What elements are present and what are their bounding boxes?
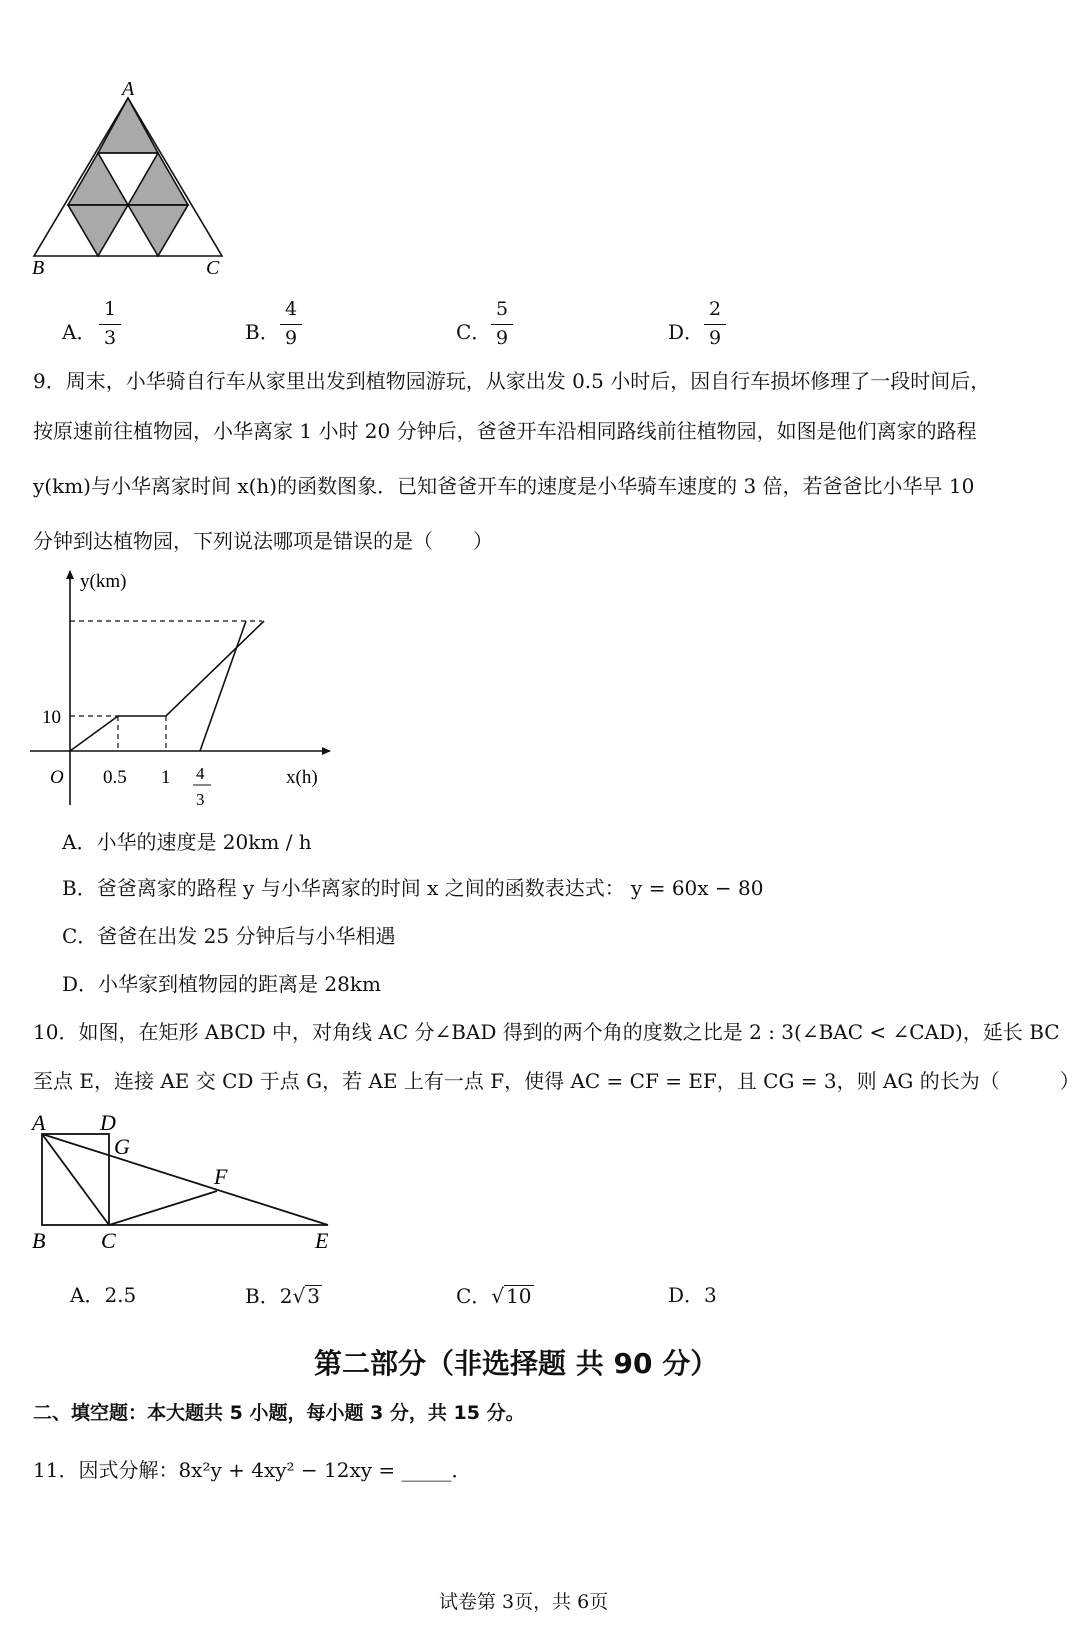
q10-option-c-letter: C．	[456, 1284, 492, 1308]
label-C: C	[206, 257, 220, 279]
x-tick-4-3-num: 4	[196, 764, 205, 783]
shaded-triangle-bottom-b	[128, 205, 188, 256]
diag-AC	[42, 1134, 109, 1225]
shaded-triangle-mid-right	[128, 153, 188, 205]
label-G: G	[114, 1134, 130, 1159]
q10-option-b-coef: 2	[279, 1284, 293, 1308]
q10-text-line-2: 至点 E，连接 AE 交 CD 于点 G，若 AE 上有一点 F，使得 AC = CF = EF，且 CG = 3，则 AG 的长为（ ）	[33, 1069, 1080, 1093]
q8-triangle-figure	[28, 78, 228, 283]
q8-option-b-fraction	[276, 300, 306, 348]
q9-option-c[interactable]: C．爸爸在出发 25 分钟后与小华相遇	[62, 924, 396, 948]
label-B: B	[32, 257, 45, 279]
shaded-triangle-bottom-a	[68, 205, 128, 256]
num: 4	[284, 298, 298, 320]
num: 1	[103, 298, 117, 320]
q8-option-a-fraction	[95, 300, 125, 348]
q8-option-d-letter: D．	[668, 320, 705, 344]
q10-option-a[interactable]: A．2.5	[70, 1283, 137, 1307]
q9-text-line-1: 9．周末，小华骑自行车从家里出发到植物园游玩，从家出发 0.5 小时后，因自行车损坏修理了一段时间后，	[33, 369, 991, 393]
q9-text-line-3: y(km)与小华离家时间 x(h)的函数图象．已知爸爸开车的速度是小华骑车速度的 3 倍，若爸爸比小华早 10	[33, 474, 975, 498]
den: 9	[284, 327, 298, 349]
q10-option-d[interactable]: D．3	[668, 1283, 717, 1307]
q10-option-c-radicand: 10	[506, 1284, 532, 1308]
q11-text: 11．因式分解：8x²y + 4xy² − 12xy = _____．	[33, 1458, 472, 1482]
q8-option-a-letter: A．	[62, 320, 97, 344]
label-D: D	[100, 1110, 116, 1135]
label-C: C	[101, 1228, 116, 1253]
label-B: B	[32, 1228, 46, 1253]
q9-option-b[interactable]: B．爸爸离家的路程 y 与小华离家的时间 x 之间的函数表达式： y = 60x − 80	[62, 876, 764, 900]
q10-rectangle-figure	[28, 1108, 348, 1258]
line-CF	[109, 1191, 217, 1225]
xiaohua-line	[70, 621, 264, 751]
q9-graph	[30, 565, 350, 815]
y-tick-10: 10	[42, 707, 61, 728]
num: 2	[708, 298, 722, 320]
shaded-triangle-mid-left	[68, 153, 128, 205]
sqrt-icon: √	[292, 1284, 306, 1308]
q9-option-a[interactable]: A．小华的速度是 20km / h	[62, 830, 312, 854]
den: 9	[495, 327, 509, 349]
y-axis-label: y(km)	[80, 571, 127, 592]
q8-option-c-letter: C．	[456, 320, 492, 344]
den: 3	[103, 327, 117, 349]
section-fill-in-blank: 二、填空题：本大题共 5 小题，每小题 3 分，共 15 分。	[33, 1402, 525, 1424]
sqrt-icon: √	[491, 1284, 505, 1308]
q10-option-b[interactable]	[245, 1285, 322, 1307]
dad-line	[200, 621, 246, 751]
q10-text-line-1: 10．如图，在矩形 ABCD 中，对角线 AC 分∠BAD 得到的两个角的度数之比是 2 : 3(∠BAC < ∠CAD)，延长 BC	[33, 1020, 1060, 1044]
q8-option-d-fraction	[700, 300, 730, 348]
q8-option-c-fraction	[487, 300, 517, 348]
part-two-heading: 第二部分（非选择题 共 90 分）	[314, 1347, 719, 1380]
page-footer: 试卷第 3页，共 6页	[439, 1591, 609, 1613]
line-AE	[42, 1134, 328, 1225]
num: 5	[495, 298, 509, 320]
label-E: E	[315, 1228, 329, 1253]
label-F: F	[214, 1164, 228, 1189]
q10-option-b-radicand: 3	[307, 1284, 320, 1308]
q9-text-line-2: 按原速前往植物园，小华离家 1 小时 20 分钟后，爸爸开车沿相同路线前往植物园，如图是他们离家的路程	[33, 419, 977, 443]
den: 9	[708, 327, 722, 349]
q10-option-c[interactable]	[456, 1285, 534, 1307]
q10-option-b-letter: B．	[245, 1284, 280, 1308]
x-tick-4-3-den: 3	[196, 790, 205, 809]
q9-option-d[interactable]: D．小华家到植物园的距离是 28km	[62, 972, 381, 996]
q8-option-b-letter: B．	[245, 320, 280, 344]
origin-label: O	[50, 767, 64, 788]
label-A: A	[122, 78, 135, 100]
q9-text-line-4: 分钟到达植物园，下列说法哪项是错误的是（ ）	[33, 529, 493, 553]
label-A: A	[32, 1110, 46, 1135]
shaded-triangle-top	[98, 98, 158, 153]
x-tick-0.5: 0.5	[103, 767, 127, 788]
x-tick-1: 1	[161, 767, 171, 788]
x-axis-label: x(h)	[286, 767, 318, 788]
